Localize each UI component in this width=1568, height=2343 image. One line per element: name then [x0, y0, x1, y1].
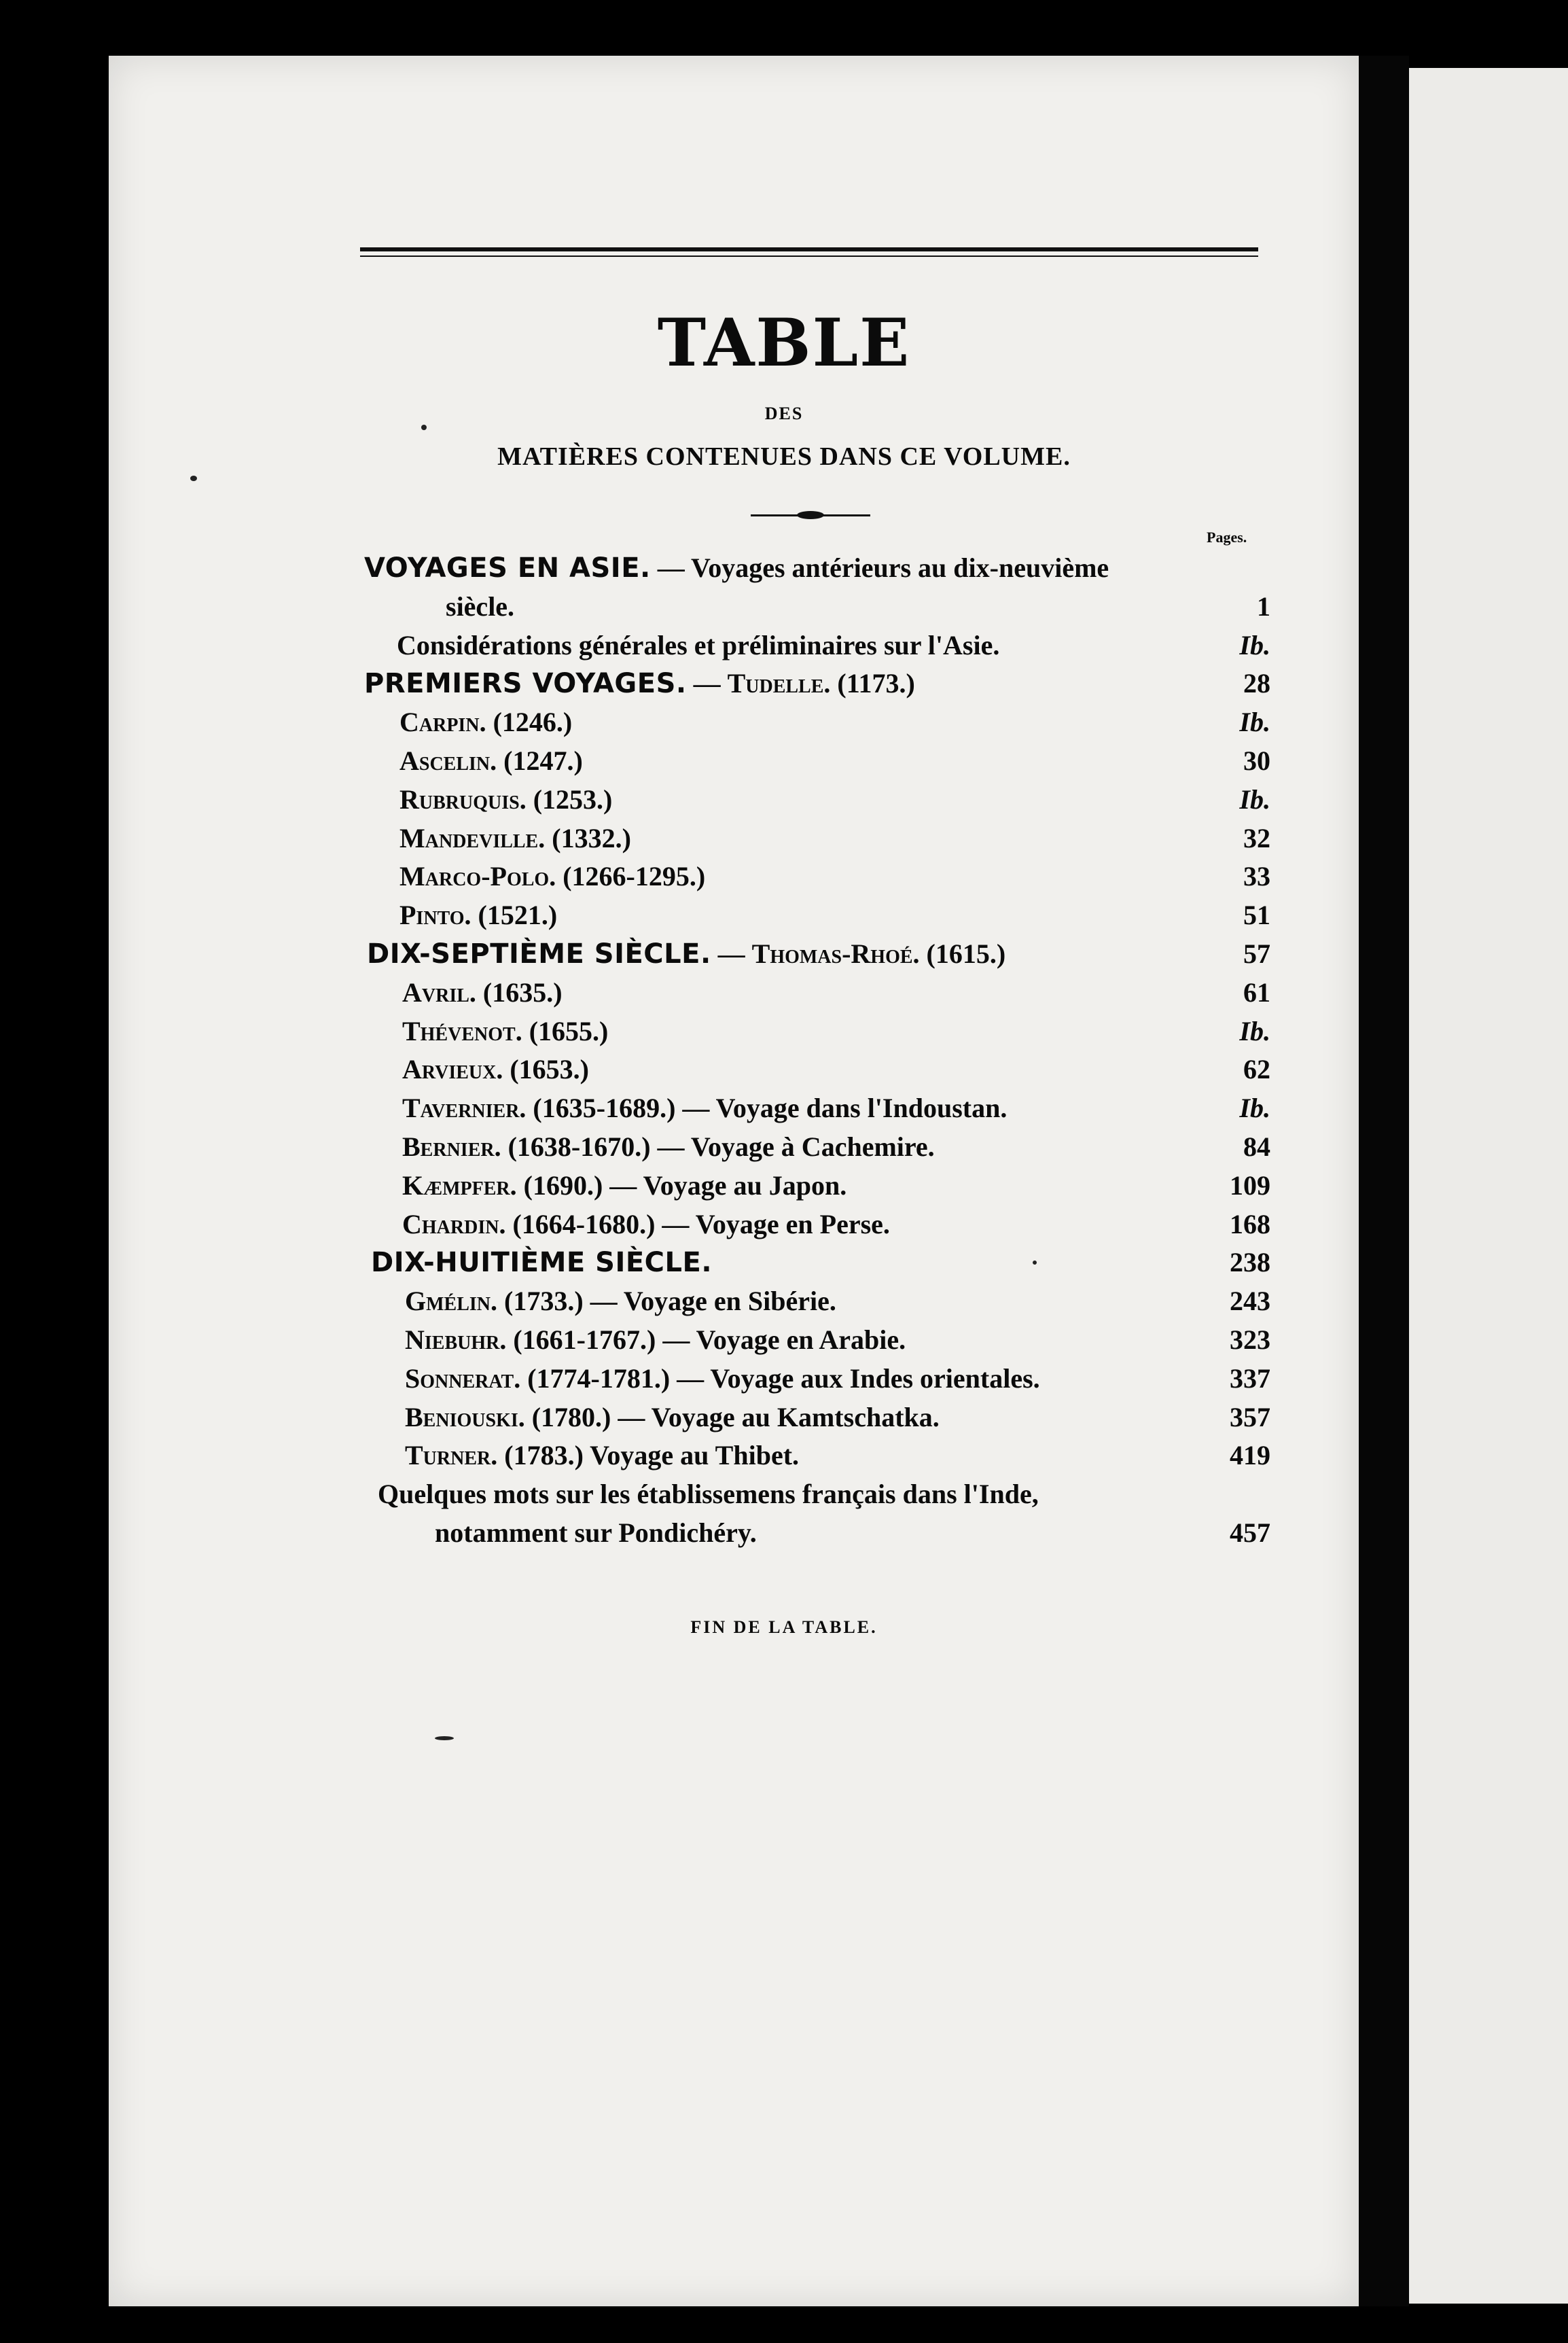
toc-entry-text — [405, 1360, 1040, 1398]
page-number: 109 — [1230, 1169, 1270, 1201]
toc-entry — [0, 1244, 1568, 1282]
entry-details: . (1635-1689.) — Voyage dans l'Indoustan. — [519, 1093, 1008, 1124]
toc-entry — [0, 1089, 1568, 1127]
toc-entry-text — [446, 588, 514, 626]
author-name: Ascelin — [399, 745, 491, 776]
entry-description: — — [711, 938, 752, 969]
entry-description: — Voyages antérieurs au dix-neuvième — [650, 552, 1109, 583]
entry-details: . (1635.) — [469, 976, 563, 1008]
toc-entry — [0, 1514, 1568, 1552]
page-number: 33 — [1243, 861, 1270, 892]
page-number: 457 — [1230, 1517, 1270, 1548]
page-number: 419 — [1230, 1440, 1270, 1471]
end-of-table: FIN DE LA TABLE. — [690, 1617, 878, 1637]
toc-entry — [0, 1167, 1568, 1205]
toc-entry — [0, 935, 1568, 973]
scan-speck — [190, 476, 197, 481]
entry-details: . (1266-1295.) — [549, 861, 706, 892]
toc-entry — [0, 1437, 1568, 1475]
toc-entry — [0, 820, 1568, 858]
entry-details: . (1653.) — [496, 1054, 589, 1085]
toc-entry — [0, 1398, 1568, 1437]
toc-entry-text — [364, 549, 1109, 587]
page-number: 243 — [1230, 1286, 1270, 1317]
toc-entry-text — [371, 1244, 712, 1282]
section-heading: DIX-HUITIÈME SIÈCLE. — [371, 1247, 713, 1279]
toc-entry-text — [399, 781, 612, 819]
entry-details: . (1638-1670.) — Voyage à Cachemire. — [494, 1131, 935, 1162]
subtitle-des: DES — [764, 404, 804, 423]
toc-entry — [0, 1282, 1568, 1320]
entry-details: . (1332.) — [538, 822, 631, 853]
entry-description: — — [686, 668, 728, 699]
scan-speck — [435, 1736, 454, 1740]
toc-entry — [0, 1360, 1568, 1398]
section-heading: PREMIERS VOYAGES. — [364, 668, 687, 700]
author-name: Thomas-Rhoé — [751, 938, 913, 969]
page-number: 28 — [1243, 668, 1270, 699]
page-number: Ib. — [1239, 629, 1270, 660]
toc-entry-text — [399, 742, 583, 780]
toc-entry-text — [402, 1012, 608, 1051]
author-name: Thévenot — [402, 1015, 516, 1046]
scan-speck — [1033, 1261, 1037, 1265]
toc-entry-text — [405, 1282, 836, 1320]
entry-details: . (1690.) — Voyage au Japon. — [510, 1169, 847, 1201]
toc-entry-text — [402, 1167, 847, 1205]
author-name: Chardin — [402, 1208, 499, 1239]
toc-entry — [0, 858, 1568, 896]
author-name: Kæmpfer — [402, 1169, 510, 1201]
entry-details: . (1253.) — [519, 783, 613, 815]
author-name: Avril — [402, 976, 469, 1008]
entry-description: siècle. — [446, 591, 515, 622]
page-number: 337 — [1230, 1362, 1270, 1394]
author-name: Turner — [405, 1440, 491, 1471]
toc-entry-text — [435, 1514, 757, 1552]
toc-entry-text — [399, 858, 705, 896]
page-title: TABLE — [657, 304, 911, 381]
entry-details: . (1173.) — [823, 668, 915, 699]
toc-entry-text — [402, 1128, 935, 1166]
toc-entry — [0, 1321, 1568, 1359]
section-heading: DIX-SEPTIÈME SIÈCLE. — [367, 938, 711, 970]
page-number: Ib. — [1239, 707, 1270, 738]
header-rule — [360, 247, 1258, 251]
entry-details: . (1247.) — [490, 745, 583, 776]
author-name: Pinto — [399, 900, 465, 931]
entry-details: . (1664-1680.) — Voyage en Perse. — [499, 1208, 890, 1239]
page-number: 62 — [1243, 1054, 1270, 1085]
toc-entry-text — [402, 974, 563, 1012]
author-name: Marco-Polo — [399, 861, 550, 892]
author-name: Gmélin — [405, 1286, 491, 1317]
toc-entry — [0, 1475, 1568, 1513]
page-number: 30 — [1243, 745, 1270, 776]
author-name: Arvieux — [402, 1054, 497, 1085]
toc-entry — [0, 781, 1568, 819]
toc-entry — [0, 665, 1568, 703]
entry-description: Considérations générales et préliminaires sur l'Asie. — [397, 629, 1000, 660]
toc-entry — [0, 896, 1568, 934]
author-name: Carpin — [399, 707, 480, 738]
toc-entry-text — [367, 935, 1005, 973]
entry-details: . (1774-1781.) — Voyage aux Indes orientales. — [514, 1362, 1040, 1394]
page-number: Ib. — [1239, 1015, 1270, 1046]
section-heading: VOYAGES EN ASIE. — [364, 552, 651, 584]
page-number: 357 — [1230, 1401, 1270, 1432]
author-name: Rubruquis — [399, 783, 520, 815]
toc-entry-text — [405, 1437, 799, 1475]
toc-entry-text — [397, 627, 999, 665]
toc-entry-text — [402, 1205, 890, 1244]
toc-entry — [0, 1051, 1568, 1089]
entry-details: . (1615.) — [912, 938, 1006, 969]
toc-entry-text — [402, 1051, 589, 1089]
toc-entry — [0, 549, 1568, 587]
toc-entry-text — [405, 1398, 940, 1437]
author-name: Tavernier — [402, 1093, 520, 1124]
author-name: Beniouski — [405, 1401, 518, 1432]
toc-entry — [0, 1128, 1568, 1166]
toc-entry-text — [399, 703, 572, 741]
author-name: Tudelle — [727, 668, 824, 699]
toc-entry — [0, 1012, 1568, 1051]
ornament-divider — [751, 512, 870, 518]
entry-details: . (1521.) — [464, 900, 558, 931]
page-number: 168 — [1230, 1208, 1270, 1239]
page-number: 1 — [1257, 591, 1270, 622]
page-number: 238 — [1230, 1247, 1270, 1278]
header-rule-thin — [360, 256, 1258, 257]
entry-details: . (1246.) — [479, 707, 573, 738]
author-name: Bernier — [402, 1131, 495, 1162]
entry-details: . (1783.) Voyage au Thibet. — [491, 1440, 800, 1471]
toc-entry — [0, 974, 1568, 1012]
entry-details: . (1655.) — [515, 1015, 609, 1046]
page-number: Ib. — [1239, 1093, 1270, 1124]
pages-column-label: Pages. — [1207, 529, 1247, 546]
entry-details: . (1661-1767.) — Voyage en Arabie. — [499, 1324, 906, 1355]
toc-entry-text — [364, 665, 915, 703]
toc-entry-text — [399, 896, 557, 934]
page-number: 323 — [1230, 1324, 1270, 1355]
page-number: Ib. — [1239, 783, 1270, 815]
toc-entry — [0, 703, 1568, 741]
toc-entry-text — [399, 820, 631, 858]
toc-entry — [0, 742, 1568, 780]
author-name: Sonnerat — [405, 1362, 514, 1394]
toc-entry — [0, 627, 1568, 665]
author-name: Mandeville — [399, 822, 539, 853]
page-number: 32 — [1243, 822, 1270, 853]
toc-entry — [0, 588, 1568, 626]
toc-entry — [0, 1205, 1568, 1244]
entry-details: . (1733.) — Voyage en Sibérie. — [491, 1286, 836, 1317]
entry-description: notamment sur Pondichéry. — [435, 1517, 757, 1548]
page-number: 57 — [1243, 938, 1270, 969]
toc-entry-text — [405, 1321, 906, 1359]
subtitle: MATIÈRES CONTENUES DANS CE VOLUME. — [497, 442, 1071, 471]
page-number: 84 — [1243, 1131, 1270, 1162]
page-number: 61 — [1243, 976, 1270, 1008]
scan-speck — [421, 425, 427, 430]
entry-details: . (1780.) — Voyage au Kamtschatka. — [518, 1401, 940, 1432]
author-name: Niebuhr — [405, 1324, 500, 1355]
page-number: 51 — [1243, 900, 1270, 931]
toc-entry-text — [402, 1089, 1007, 1127]
entry-description: Quelques mots sur les établissemens français dans l'Inde, — [378, 1479, 1039, 1510]
toc-entry-text — [378, 1475, 1039, 1513]
